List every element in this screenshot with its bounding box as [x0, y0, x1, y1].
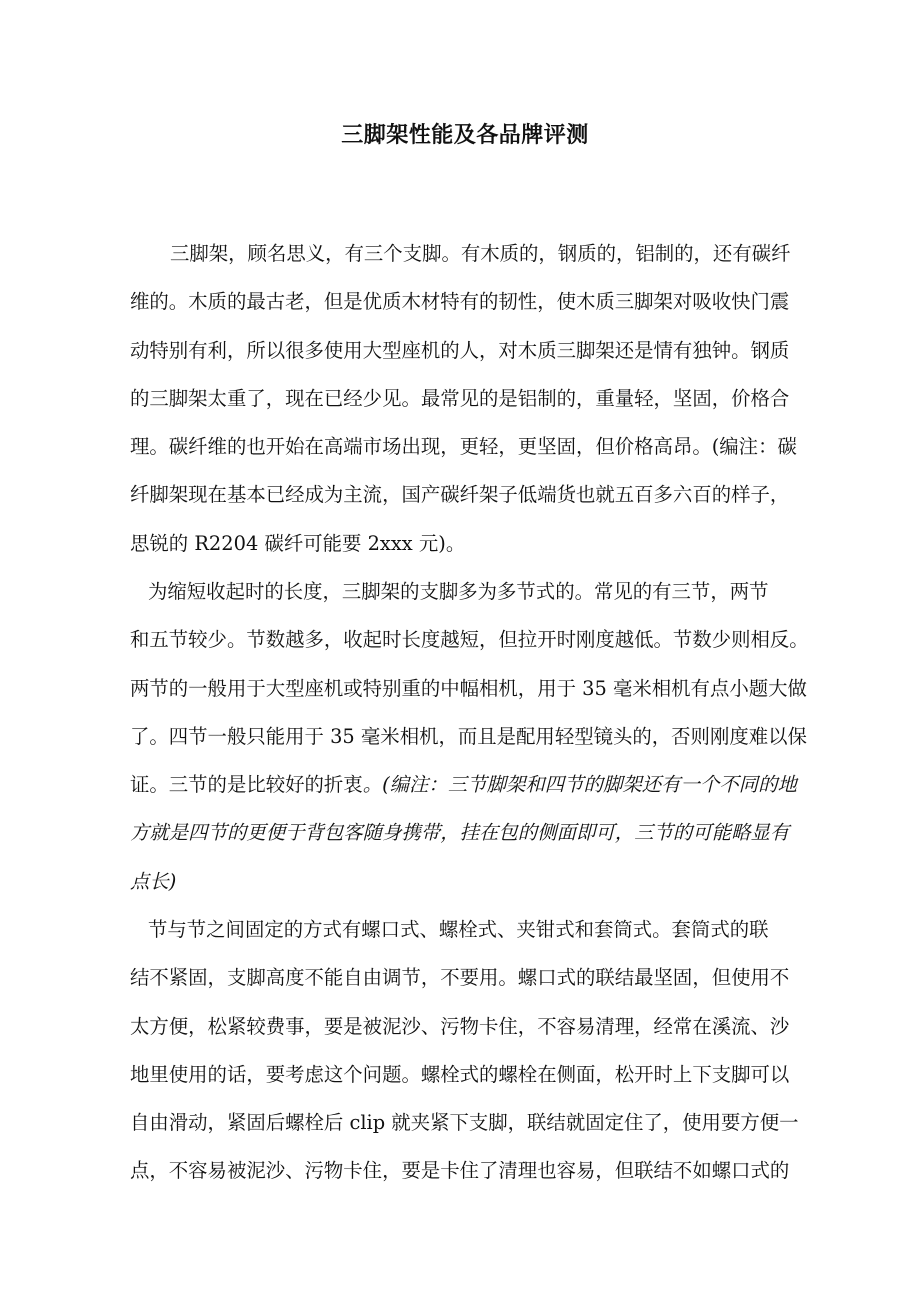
text-line	[130, 809, 820, 857]
text-line	[130, 616, 820, 664]
body-text: 思锐的 R2204 碳纤可能要 2xxx 元)。	[130, 531, 466, 555]
text-line	[130, 520, 820, 568]
text-line	[130, 375, 820, 423]
text-line	[130, 665, 820, 713]
body-text: 自由滑动，紧固后螺栓后 clip 就夹紧下支脚，联结就固定住了，使用要方便一	[130, 1111, 799, 1135]
text-line	[130, 906, 820, 954]
text-line	[130, 858, 820, 906]
paragraph	[130, 906, 820, 1196]
body-text: 太方便，松紧较费事，要是被泥沙、污物卡住，不容易清理，经常在溪流、沙	[130, 1014, 790, 1038]
editor-note-text: 方就是四节的更便于背包客随身携带，挂在包的侧面即可，三节的可能略显有	[130, 821, 790, 845]
text-line	[130, 327, 820, 375]
paragraph	[130, 568, 820, 906]
document-title: 三脚架性能及各品牌评测	[341, 122, 589, 148]
text-line	[130, 568, 820, 616]
text-line	[130, 713, 820, 761]
body-text: 点，不容易被泥沙、污物卡住，要是卡住了清理也容易，但联结不如螺口式的	[130, 1159, 790, 1183]
text-line	[130, 1051, 820, 1099]
body-text: 动特别有利，所以很多使用大型座机的人，对木质三脚架还是情有独钟。钢质	[130, 338, 790, 362]
body-text: 证。三节的是比较好的折衷	[130, 773, 363, 797]
text-line	[130, 1099, 820, 1147]
text-line	[130, 471, 820, 519]
text-line	[130, 1147, 820, 1195]
text-line	[130, 1003, 820, 1051]
text-line	[130, 954, 820, 1002]
body-text: 了。四节一般只能用于 35 毫米相机，而且是配用轻型镜头的，否则刚度难以保	[130, 724, 807, 748]
body-text: 结不紧固，支脚高度不能自由调节，不要用。螺口式的联结最坚固，但使用不	[130, 966, 790, 990]
body-text: 三脚架，顾名思义，有三个支脚。有木质的，钢质的，铝制的，还有碳纤	[170, 242, 791, 265]
paragraph	[130, 230, 820, 568]
body-text: 和五节较少。节数越多，收起时长度越短，但拉开时刚度越低。节数少则相反。	[130, 628, 809, 652]
text-line	[130, 278, 820, 326]
editor-note-text: 点长)	[130, 869, 177, 893]
body-text: 纤脚架现在基本已经成为主流，国产碳纤架子低端货也就五百多六百的样子，	[130, 483, 790, 507]
text-line	[130, 423, 820, 471]
text-line	[130, 230, 820, 278]
body-text: 的三脚架太重了，现在已经少见。最常见的是铝制的，重量轻，坚固，价格合	[130, 386, 790, 410]
body-text: 节与节之间固定的方式有螺口式、螺栓式、夹钳式和套筒式。套筒式的联	[148, 918, 769, 941]
editor-note-text: 。(编注：三节脚架和四节的脚架还有一个不同的地	[362, 773, 797, 797]
body-text: 维的。木质的最古老，但是优质木材特有的韧性，使木质三脚架对吸收快门震	[130, 290, 790, 314]
body-text: 为缩短收起时的长度，三脚架的支脚多为多节式的。常见的有三节，两节	[148, 580, 769, 603]
text-line	[130, 761, 820, 809]
body-text: 两节的一般用于大型座机或特别重的中幅相机，用于 35 毫米相机有点小题大做	[130, 676, 807, 700]
body-text: 理。碳纤维的也开始在高端市场出现，更轻，更坚固，但价格高昂。(编注：碳	[130, 435, 797, 459]
body-text: 地里使用的话，要考虑这个问题。螺栓式的螺栓在侧面，松开时上下支脚可以	[130, 1062, 790, 1086]
